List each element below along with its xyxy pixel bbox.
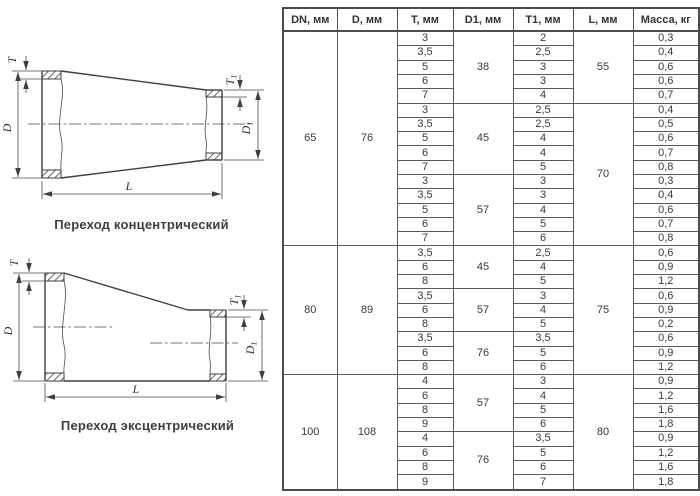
cell-t: 6	[397, 346, 453, 360]
cell-t: 5	[397, 60, 453, 74]
dim-D1	[224, 90, 264, 160]
cell-mass: 0,7	[633, 217, 699, 231]
cell-mass: 0,6	[633, 246, 699, 260]
drawing-caption-concentric: Переход концентрический	[54, 217, 229, 232]
cell-t1: 4	[513, 146, 573, 160]
header-d: D, мм	[337, 8, 397, 31]
cell-t: 3,5	[397, 46, 453, 60]
cell-t1: 3	[513, 289, 573, 303]
cell-d1-merged: 57	[453, 375, 513, 432]
cell-t1: 6	[513, 418, 573, 432]
cell-t1: 5	[513, 446, 573, 460]
cell-mass: 1,8	[633, 418, 699, 432]
cell-t: 5	[397, 203, 453, 217]
cell-t1: 6	[513, 360, 573, 374]
cell-mass: 1,6	[633, 403, 699, 417]
dimension-table-panel	[282, 7, 698, 491]
drawings-panel	[0, 0, 283, 496]
cell-t: 3,5	[397, 117, 453, 131]
dim-label-t1: $T_1$	[227, 294, 243, 306]
cell-t: 6	[397, 146, 453, 160]
cell-t1: 2,5	[513, 46, 573, 60]
cell-mass: 0,4	[633, 46, 699, 60]
header-l: L, мм	[573, 8, 633, 31]
cell-t1: 6	[513, 232, 573, 246]
cell-mass: 1,2	[633, 275, 699, 289]
concentric-reducer-drawing	[0, 27, 266, 213]
cell-d1-merged: 45	[453, 103, 513, 174]
cell-mass: 0,4	[633, 189, 699, 203]
dim-label-d: D	[0, 123, 14, 133]
pipe-body	[42, 71, 222, 178]
cell-mass: 0,6	[633, 289, 699, 303]
cell-mass: 1,2	[633, 389, 699, 403]
cell-d1-merged: 45	[453, 246, 513, 289]
cell-mass: 0,8	[633, 160, 699, 174]
cell-t: 3,5	[397, 289, 453, 303]
cell-d1-merged: 76	[453, 432, 513, 490]
dim-label-l: L	[125, 179, 133, 193]
table-header-row	[283, 8, 699, 31]
cell-t1: 2,5	[513, 246, 573, 260]
cell-t1: 3,5	[513, 432, 573, 446]
cell-mass: 0,9	[633, 375, 699, 389]
cell-t: 8	[397, 275, 453, 289]
header-mass: Масса, кг	[633, 8, 699, 31]
eccentric-reducer-drawing	[0, 250, 283, 412]
cell-t1: 2,5	[513, 103, 573, 117]
dim-T	[7, 258, 47, 295]
cell-t1: 3	[513, 60, 573, 74]
dim-label-d: D	[1, 326, 15, 336]
cell-t1: 5	[513, 346, 573, 360]
cell-mass: 0,8	[633, 232, 699, 246]
table-row	[283, 246, 699, 260]
cell-t: 7	[397, 232, 453, 246]
cell-t1: 4	[513, 203, 573, 217]
dim-T	[5, 55, 44, 93]
dim-L	[42, 163, 222, 199]
cell-mass: 1,2	[633, 446, 699, 460]
header-t: T, мм	[397, 8, 453, 31]
cell-t1: 3	[513, 74, 573, 88]
cell-t1: 2,5	[513, 117, 573, 131]
cell-l-merged: 55	[573, 31, 633, 103]
cell-d-merged: 89	[337, 246, 397, 375]
cell-t: 3	[397, 31, 453, 46]
table-row	[283, 375, 699, 389]
cell-t: 8	[397, 460, 453, 474]
cell-dn-merged: 65	[283, 31, 337, 246]
cell-t1: 5	[513, 317, 573, 331]
dim-label-d1: $D_1$	[239, 121, 255, 135]
cell-t1: 3	[513, 189, 573, 203]
dim-label-t: T	[7, 259, 21, 267]
cell-d1-merged: 76	[453, 332, 513, 375]
cell-dn-merged: 100	[283, 375, 337, 490]
cell-t1: 4	[513, 389, 573, 403]
cell-t1: 2	[513, 31, 573, 46]
cell-mass: 0,6	[633, 203, 699, 217]
dim-D	[0, 71, 42, 178]
cell-t: 8	[397, 403, 453, 417]
cell-t1: 4	[513, 89, 573, 103]
cell-t: 5	[397, 132, 453, 146]
dim-D1	[228, 310, 268, 381]
cell-t1: 5	[513, 403, 573, 417]
cell-t1: 4	[513, 260, 573, 274]
cell-d1-merged: 57	[453, 174, 513, 245]
cell-d1-merged: 57	[453, 289, 513, 332]
dim-label-t1: $T_1$	[223, 74, 239, 86]
cell-t: 6	[397, 260, 453, 274]
cell-t1: 4	[513, 303, 573, 317]
pipe-body	[45, 273, 226, 381]
cell-t1: 5	[513, 217, 573, 231]
drawing-caption-eccentric: Переход эксцентрический	[60, 418, 235, 433]
cell-mass: 0,6	[633, 74, 699, 88]
cell-t: 8	[397, 360, 453, 374]
cell-mass: 0,6	[633, 332, 699, 346]
cell-mass: 0,5	[633, 117, 699, 131]
header-d1: D1, мм	[453, 8, 513, 31]
cell-t1: 3	[513, 174, 573, 188]
cell-mass: 0,6	[633, 132, 699, 146]
cell-mass: 0,9	[633, 303, 699, 317]
header-dn: DN, мм	[283, 8, 337, 31]
dimension-table	[282, 7, 700, 491]
cell-d-merged: 108	[337, 375, 397, 490]
cell-t: 6	[397, 389, 453, 403]
dim-label-d1: $D_1$	[243, 341, 259, 355]
cell-t: 9	[397, 418, 453, 432]
cell-t: 4	[397, 375, 453, 389]
header-t1: T1, мм	[513, 8, 573, 31]
cell-mass: 1,6	[633, 460, 699, 474]
dim-T1	[226, 295, 251, 331]
cell-t: 3	[397, 103, 453, 117]
break-line	[60, 79, 63, 170]
cell-t1: 5	[513, 275, 573, 289]
dim-T1	[222, 75, 247, 111]
dim-L	[45, 382, 226, 402]
cell-t: 3,5	[397, 246, 453, 260]
cell-mass: 1,8	[633, 475, 699, 490]
cell-dn-merged: 80	[283, 246, 337, 375]
cell-t1: 6	[513, 460, 573, 474]
cell-t1: 5	[513, 160, 573, 174]
cell-mass: 0,6	[633, 60, 699, 74]
cell-d-merged: 76	[337, 31, 397, 246]
table-row	[283, 31, 699, 46]
cell-t: 8	[397, 317, 453, 331]
cell-t: 6	[397, 446, 453, 460]
cell-mass: 0,7	[633, 146, 699, 160]
cell-mass: 1,2	[633, 360, 699, 374]
cell-t: 7	[397, 160, 453, 174]
cell-t: 3,5	[397, 332, 453, 346]
cell-t1: 3,5	[513, 332, 573, 346]
break-line	[209, 317, 211, 374]
cell-mass: 0,3	[633, 174, 699, 188]
dim-label-l: L	[132, 382, 140, 396]
cell-t1: 4	[513, 132, 573, 146]
cell-t: 6	[397, 303, 453, 317]
cell-l-merged: 80	[573, 375, 633, 490]
cell-mass: 0,4	[633, 103, 699, 117]
cell-l-merged: 70	[573, 103, 633, 246]
break-line	[205, 97, 207, 153]
cell-t: 6	[397, 217, 453, 231]
cell-l-merged: 75	[573, 246, 633, 375]
cell-t: 4	[397, 432, 453, 446]
cell-t1: 7	[513, 475, 573, 490]
cell-mass: 0,2	[633, 317, 699, 331]
cell-mass: 0,9	[633, 432, 699, 446]
cell-t: 3,5	[397, 189, 453, 203]
cell-t: 9	[397, 475, 453, 490]
dim-label-t: T	[5, 56, 19, 64]
cell-mass: 0,9	[633, 346, 699, 360]
cell-d1-merged: 38	[453, 31, 513, 103]
cell-t1: 3	[513, 375, 573, 389]
cell-t: 6	[397, 74, 453, 88]
cell-t: 3	[397, 174, 453, 188]
cell-t: 7	[397, 89, 453, 103]
cell-mass: 0,7	[633, 89, 699, 103]
cell-mass: 0,3	[633, 31, 699, 46]
cell-mass: 0,9	[633, 260, 699, 274]
